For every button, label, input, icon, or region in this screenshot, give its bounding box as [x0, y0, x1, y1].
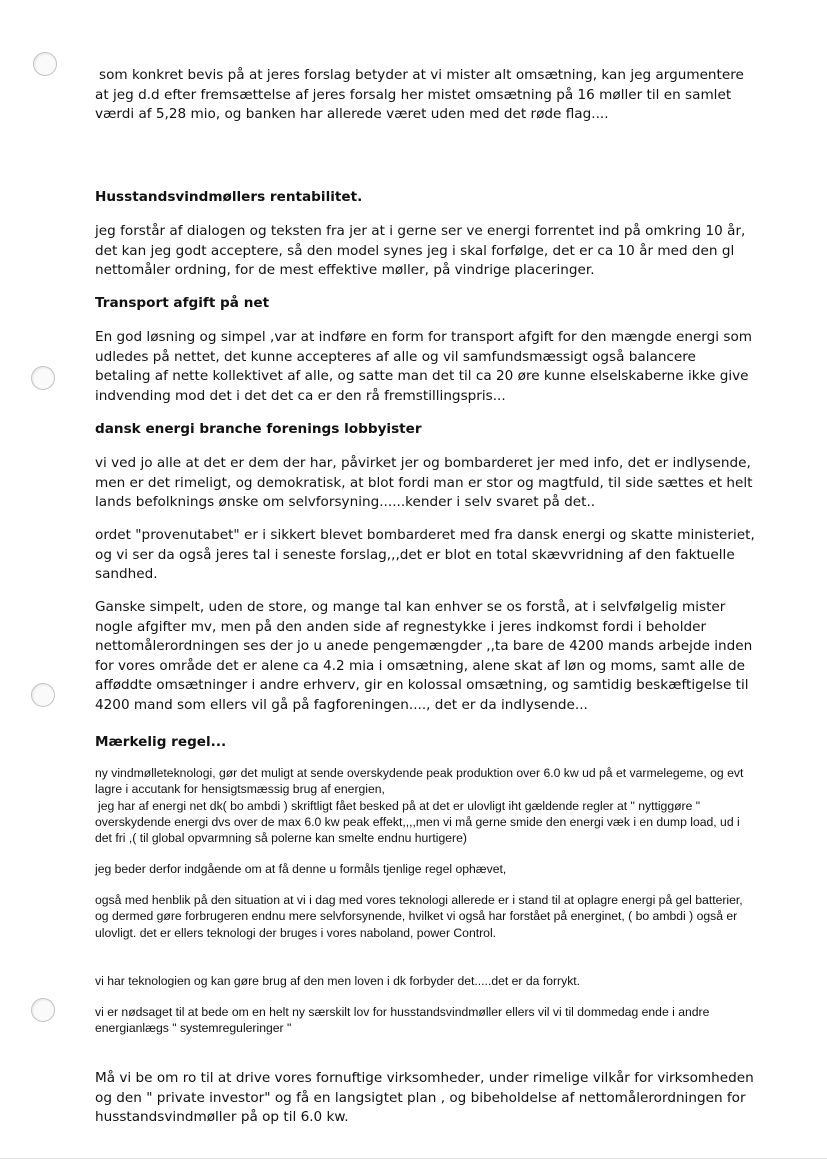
paragraph-lobbyister — [95, 454, 755, 513]
paragraph-transport-afgift — [95, 328, 755, 406]
paragraph-text: jeg forstår af dialogen og teksten fra jer at i gerne ser ve energi forrentet ind på omkring 10 år, det kan jeg godt acceptere, så den model synes jeg i skal forfølge, det er ca 10 år med den gl nettomåler ordning, for de mest effektive møller, på vindrige placeringer. — [95, 223, 746, 278]
paragraph-provenutabet — [95, 526, 755, 585]
punch-hole-4 — [31, 998, 55, 1022]
heading-lobbyister — [95, 420, 755, 439]
paragraph-text: vi ved jo alle at det er dem der har, påvirket jer og bombarderet jer med info, det er indlysende, men er det rimeligt, og demokratisk, at blot fordi man er stor og magtfuld, til side sættes et helt lands befolknings ønske om selvforsyning......kender i selv svaret på det.. — [95, 455, 753, 510]
paragraph-text: vi har teknologien og kan gøre brug af den men loven i dk forbyder det.....det er da forrykt. — [95, 974, 581, 988]
heading-text: dansk energi branche forenings lobbyister — [95, 421, 422, 437]
paragraph-text: vi er nødsaget til at bede om en helt ny særskilt lov for husstandsvindmøller ellers vil vi til dommedag ende i andre energianlægs " systemreguleringer " — [95, 1005, 710, 1036]
paragraph-saerskilt-lov — [95, 1004, 755, 1037]
heading-transport-afgift — [95, 294, 755, 313]
paragraph-ganske-simpelt — [95, 598, 755, 715]
paragraph-text: som konkret bevis på at jeres forslag betyder at vi mister alt omsætning, kan jeg argumentere at jeg d.d efter fremsættelse af jeres forsalg her mistet omsætning på 16 møller til en samlet værdi af 5,28 mio, og banken har allerede været uden med det røde flag.... — [95, 67, 744, 122]
paragraph-text: jeg beder derfor indgående om at få denne u formåls tjenlige regel ophævet, — [95, 862, 507, 876]
paragraph-forrykt — [95, 973, 755, 989]
paragraph-ny-teknologi — [95, 765, 755, 846]
punch-hole-1 — [33, 52, 57, 76]
paragraph-ophaevet — [95, 861, 755, 877]
paragraph-text: ordet "provenutabet" er i sikkert blevet bombarderet med fra dansk energi og skatte ministeriet, og vi ser da også jeres tal i seneste forslag,,,det er blot en total skævvridning af den faktuelle sandhed. — [95, 527, 755, 582]
paragraph-text: En god løsning og simpel ,var at indføre en form for transport afgift for den mængde energi som udledes på nettet, det kunne accepteres af alle og vil samfundsmæssigt også balancere betaling af nette kollektivet af alle, og satte man det til ca 20 øre kunne elselskaberne ikke give indvending mod det i det det ca er den rå fremstillingspris... — [95, 329, 753, 404]
heading-text: Mærkelig regel... — [95, 734, 227, 750]
page-edge-line — [0, 1158, 827, 1159]
paragraph-evidence — [95, 66, 755, 125]
paragraph-gel-batterier — [95, 892, 755, 941]
paragraph-rentabilitet — [95, 222, 755, 281]
paragraph-text: Må vi be om ro til at drive vores fornuftige virksomheder, under rimelige vilkår for virksomheden og den " private investor" og få en langsigtet plan , og bibeholdelse af nettomålerordningen for husstandsvindmøller på op til 6.0 kw. — [95, 1070, 754, 1125]
heading-text: Husstandsvindmøllers rentabilitet. — [95, 189, 363, 205]
paragraph-text: ny vindmølleteknologi, gør det muligt at sende overskydende peak produktion over 6.0 kw ud på et varmelegeme, og evt lagre i accutank for hensigtsmæssig brug af energien, — [95, 766, 744, 797]
paragraph-text: Ganske simpelt, uden de store, og mange tal kan enhver se os forstå, at i selvfølgelig mister nogle afgifter mv, men på den anden side af regnestykke i jeres indkomst fordi i beholder nettomålerordningen ses der jo u anede pengemængder ,,ta bare de 4200 mands arbejde inden for vores område det er alene ca 4.2 mia i omsætning, alene skat af løn og moms, samt alle de afføddte omsætninger i andre erhverv, gir en kolossal omsætning, og samtidig beskæftigelse til 4200 mand som ellers vil gå på fagforeningen...., det er da indlysende... — [95, 599, 753, 713]
paragraph-closing — [95, 1069, 755, 1128]
heading-text: Transport afgift på net — [95, 295, 270, 311]
punch-hole-2 — [31, 366, 55, 390]
paragraph-text: jeg har af energi net dk( bo ambdi ) skriftligt fået besked på at det er ulovligt iht gældende regler at " nyttiggøre " overskydende energi dvs over de max 6.0 kw peak effekt,,,,men vi må gerne smide den energi væk i en dump load, ud i det fri ,( til global opvarmning så polerne kan smelte endnu hurtigere) — [95, 798, 740, 846]
paragraph-text: også med henblik på den situation at vi i dag med vores teknologi allerede er i stand til at oplagre energi på gel batterier, og dermed gøre forbrugeren endnu mere selvforsynende, hvilket vi også har forstået på energinet, ( bo ambdi ) også er ulovligt. det er ellers teknologi der bruges i vores naboland, power Control. — [95, 893, 743, 940]
heading-maerkelig-regel — [95, 733, 755, 752]
heading-rentabilitet — [95, 188, 755, 207]
punch-hole-3 — [31, 683, 55, 707]
